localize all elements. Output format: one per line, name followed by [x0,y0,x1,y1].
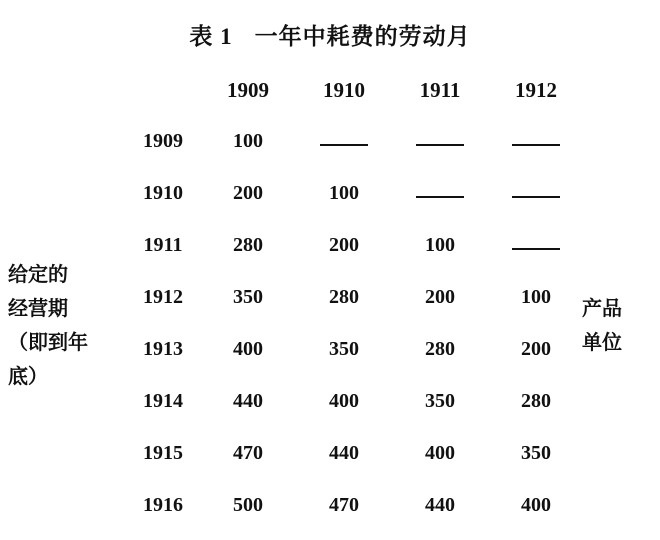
table-cell: 470 [329,494,359,516]
row-label: 1912 [143,286,183,308]
row-label: 1914 [143,390,183,412]
table-row [0,220,660,272]
column-header-1909: 1909 [227,78,269,102]
table-cell: 200 [521,338,551,360]
table-title [0,18,660,51]
table-number: 表 1 [189,24,233,49]
table-cell: 200 [329,234,359,256]
unit-label-line-1: 产品 [582,298,622,320]
table-cell: 350 [233,286,263,308]
table-cell: 100 [233,130,263,152]
table-header-row [0,72,660,116]
table-cell: 400 [233,338,263,360]
table-row [0,272,660,324]
column-header-1912: 1912 [515,78,557,102]
table-row [0,324,660,376]
row-axis-label-line-3: （即到年 [8,332,88,354]
table-cell: 470 [233,442,263,464]
table-cell: 400 [425,442,455,464]
empty-cell-dash-icon [488,196,584,198]
table-cell: 280 [233,234,263,256]
row-label: 1915 [143,442,183,464]
empty-cell-dash-icon [392,144,488,146]
row-label: 1910 [143,182,183,204]
table-cell: 100 [425,234,455,256]
table-cell: 440 [329,442,359,464]
row-label: 1909 [143,130,183,152]
empty-cell-dash-icon [488,248,584,250]
column-header-1910: 1910 [323,78,365,102]
empty-cell-dash-icon [488,144,584,146]
table-cell: 200 [233,182,263,204]
table-cell: 440 [233,390,263,412]
unit-label-line-2: 单位 [582,332,622,354]
table-cell: 100 [329,182,359,204]
row-axis-label-line-2: 经营期 [8,298,68,320]
table-cell: 440 [425,494,455,516]
row-label: 1916 [143,494,183,516]
table-cell: 500 [233,494,263,516]
table-row [0,480,660,532]
table-cell: 350 [329,338,359,360]
table-cell: 100 [521,286,551,308]
table-row [0,428,660,480]
column-header-1911: 1911 [419,78,461,102]
table-row [0,376,660,428]
row-axis-label-line-1: 给定的 [8,264,68,286]
data-table [0,72,660,532]
row-axis-label-line-4: 底） [8,366,48,388]
empty-cell-dash-icon [296,144,392,146]
table-title-text: 一年中耗费的劳动月 [254,24,471,49]
row-label: 1911 [143,234,183,256]
table-cell: 280 [329,286,359,308]
table-cell: 350 [425,390,455,412]
table-row [0,168,660,220]
table-cell: 280 [425,338,455,360]
table-cell: 350 [521,442,551,464]
empty-cell-dash-icon [392,196,488,198]
table-cell: 400 [329,390,359,412]
table-cell: 280 [521,390,551,412]
table-cell: 400 [521,494,551,516]
table-row [0,116,660,168]
row-label: 1913 [143,338,183,360]
table-cell: 200 [425,286,455,308]
